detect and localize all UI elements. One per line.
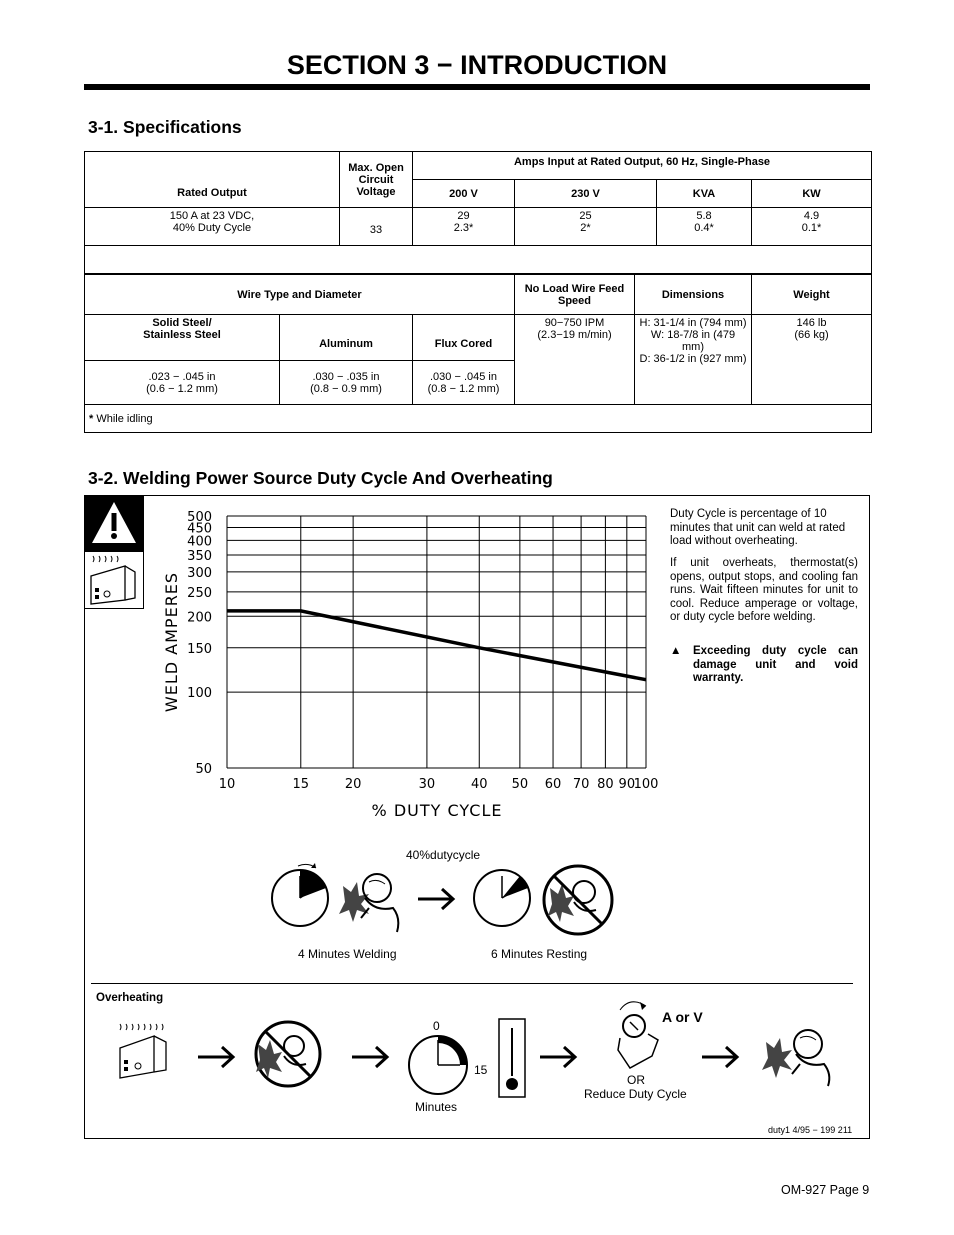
wire-feed-speed-header: No Load Wire Feed Speed (515, 275, 635, 315)
kva-cell: 5.8 0.4* (657, 208, 752, 246)
wire-type-header: Wire Type and Diameter (85, 275, 515, 315)
col-230v: 230 V (515, 180, 657, 208)
x-tick-label: 70 (572, 777, 590, 792)
series-line (227, 611, 646, 680)
duty-cycle-heading: 3-2. Welding Power Source Duty Cycle And Overheating (88, 468, 553, 488)
wire-feed-speed-cell: 90−750 IPM (2.3−19 m/min) (515, 315, 635, 405)
timer-fifteen-label: 15 (474, 1063, 488, 1077)
reduce-duty-cycle-label: Reduce Duty Cycle (584, 1087, 687, 1101)
col-kw: KW (752, 180, 872, 208)
x-tick-label: 15 (292, 777, 310, 792)
warning-bullet-icon: ▲ (670, 645, 682, 657)
or-label: OR (627, 1073, 645, 1087)
page-footer: OM-927 Page 9 (781, 1183, 870, 1197)
spec-table-wire (84, 274, 872, 433)
amps-230v-cell: 25 2* (515, 208, 657, 246)
y-tick-label: 150 (187, 641, 212, 657)
chart-grid (227, 516, 646, 768)
aluminum-header: Aluminum (280, 315, 413, 361)
resting-minutes-label: 6 Minutes Resting (491, 947, 588, 961)
y-tick-label: 400 (187, 534, 212, 550)
aluminum-value: .030 − .035 in (0.8 − 0.9 mm) (280, 361, 413, 405)
flux-cored-value: .030 − .045 in (0.8 − 1.2 mm) (413, 361, 515, 405)
x-tick-label: 40 (470, 777, 488, 792)
welding-minutes-label: 4 Minutes Welding (298, 947, 397, 961)
resting-illustration (470, 858, 620, 938)
amps-input-header: Amps Input at Rated Output, 60 Hz, Single-Phase (413, 152, 872, 180)
duty-cycle-example-label: 40%dutycycle (406, 848, 481, 862)
ocv-cell: 33 (340, 208, 413, 246)
arrow-icon (538, 1042, 578, 1072)
timer-6min-icon (474, 870, 530, 926)
x-tick-label: 60 (544, 777, 562, 792)
no-welding-icon (544, 866, 612, 934)
arrow-icon (196, 1042, 236, 1072)
overheating-unit-icon (84, 551, 144, 609)
duty-cycle-chart (150, 500, 670, 830)
rated-output-header: Rated Output (85, 152, 340, 208)
solid-steel-header: Solid Steel/ Stainless Steel (85, 315, 280, 361)
duty-cycle-description: Duty Cycle is percentage of 10 minutes that unit can weld at rated load without overheating. (670, 508, 846, 547)
adjust-knob-hand-icon (612, 996, 662, 1072)
dimensions-header: Dimensions (635, 275, 752, 315)
y-tick-label: 350 (187, 549, 212, 565)
x-tick-labels (219, 777, 659, 792)
spec-table-input (84, 151, 872, 274)
warning-icon (84, 495, 144, 551)
x-tick-label: 30 (418, 777, 436, 792)
x-tick-label: 20 (344, 777, 362, 792)
timer-4min-icon (272, 863, 328, 926)
y-tick-label: 50 (195, 762, 212, 777)
divider (91, 983, 853, 984)
specifications-heading: 3-1. Specifications (88, 117, 242, 137)
y-tick-label: 450 (187, 521, 212, 537)
overheat-description: If unit overheats, thermostat(s) opens, output stops, and cooling fan runs. Wait fifteen minutes for unit to cool. Reduce amperage or voltage, or duty cycle before welding. (670, 557, 858, 623)
y-axis-label: WELD AMPERES (162, 571, 181, 713)
warning-text: Exceeding duty cycle can damage unit and void warranty. (693, 645, 858, 684)
welder-icon (760, 1020, 835, 1090)
welding-illustration (265, 858, 415, 938)
y-tick-label: 250 (187, 585, 212, 601)
spacer-row (85, 246, 872, 274)
y-tick-label: 200 (187, 610, 212, 626)
amps-200v-cell: 29 2.3* (413, 208, 515, 246)
weight-cell: 146 lb (66 kg) (752, 315, 872, 405)
timer-15min-icon (404, 1030, 474, 1100)
dimensions-cell: H: 31-1/4 in (794 mm) W: 18-7/8 in (479 mm) D: 36-1/2 in (927 mm) (635, 315, 752, 405)
x-tick-label: 100 (633, 777, 659, 792)
no-welding-icon (248, 1018, 328, 1088)
rated-output-cell: 150 A at 23 VDC, 40% Duty Cycle (85, 208, 340, 246)
arrow-icon (700, 1042, 740, 1072)
col-200v: 200 V (413, 180, 515, 208)
footnote: * While idling (85, 405, 872, 433)
overheating-label: Overheating (96, 992, 164, 1004)
arrow-icon (416, 884, 456, 914)
reference-code: duty1 4/95 − 199 211 (768, 1125, 853, 1135)
x-axis-label: % DUTY CYCLE (371, 801, 503, 820)
x-tick-label: 90 (618, 777, 636, 792)
x-tick-label: 80 (597, 777, 614, 792)
max-ocv-header: Max. Open Circuit Voltage (340, 152, 413, 208)
arrow-icon (350, 1042, 390, 1072)
section-title: SECTION 3 − INTRODUCTION (286, 50, 668, 80)
col-kva: KVA (657, 180, 752, 208)
y-tick-label: 100 (187, 686, 212, 702)
thermometer-icon (498, 1018, 526, 1098)
y-tick-label: 500 (187, 510, 212, 525)
overheating-unit-icon-2 (112, 1020, 172, 1082)
x-tick-label: 10 (218, 777, 236, 792)
y-tick-label: 300 (187, 565, 212, 581)
title-rule (84, 84, 870, 90)
flux-cored-header: Flux Cored (413, 315, 515, 361)
kw-cell: 4.9 0.1* (752, 208, 872, 246)
weight-header: Weight (752, 275, 872, 315)
timer-zero-label: 0 (433, 1019, 440, 1033)
minutes-label: Minutes (415, 1100, 458, 1114)
a-or-v-label: A or V (662, 1009, 703, 1025)
x-tick-label: 50 (511, 777, 529, 792)
welder-icon (339, 874, 398, 932)
solid-steel-value: .023 − .045 in (0.6 − 1.2 mm) (85, 361, 280, 405)
y-tick-labels (187, 510, 212, 777)
